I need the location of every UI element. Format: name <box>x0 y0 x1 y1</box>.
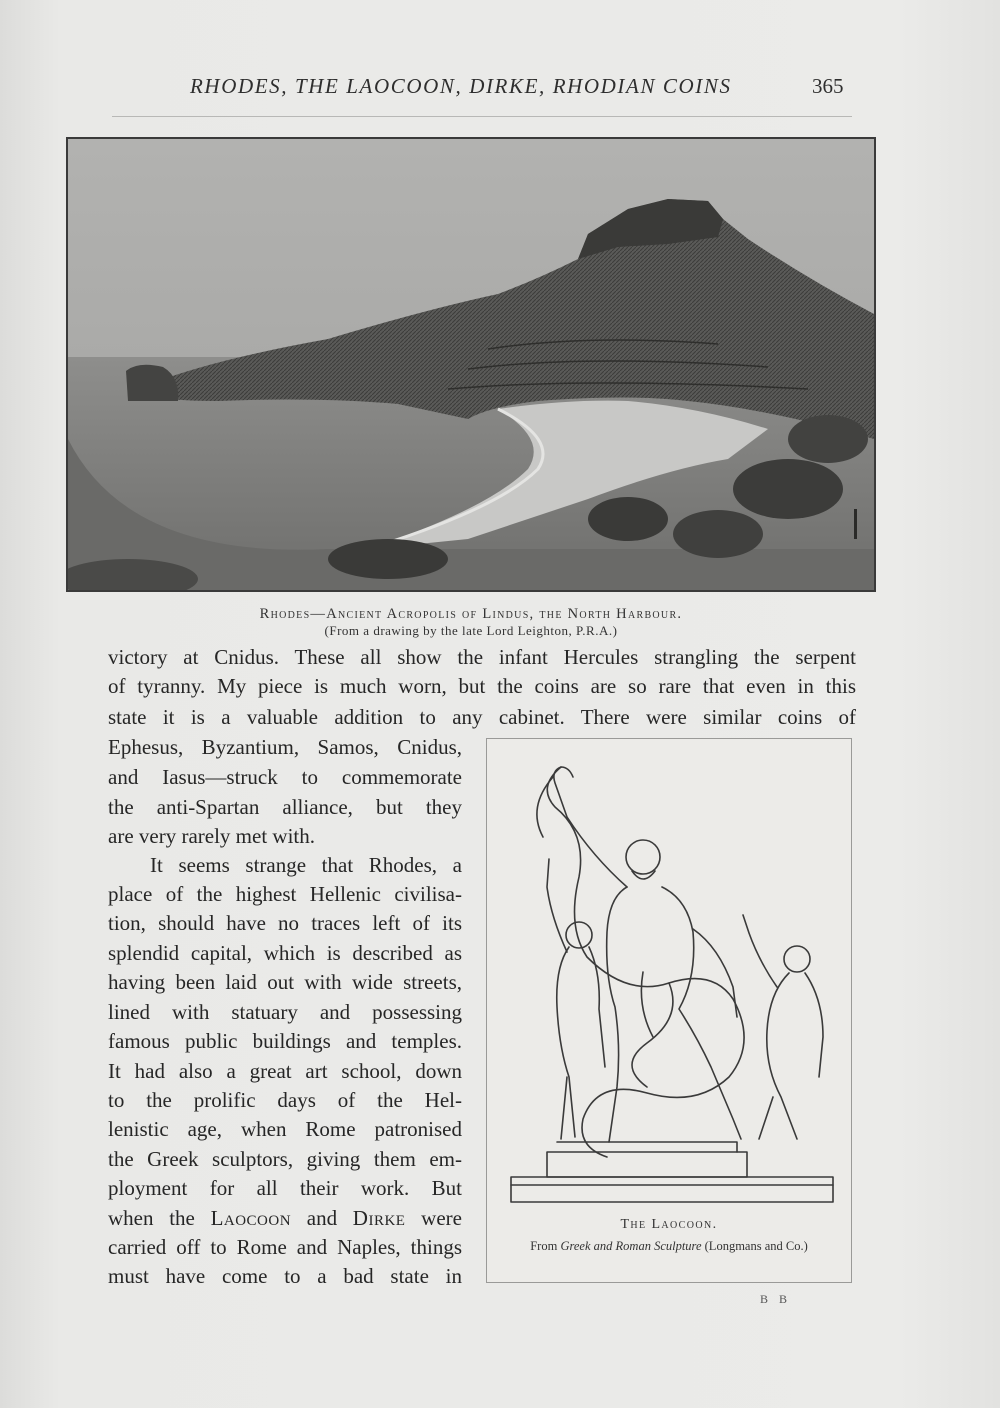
credit-prefix: From <box>530 1239 561 1253</box>
page-number: 365 <box>812 74 844 98</box>
body-line: the anti-Spartan alliance, but they <box>108 795 462 819</box>
laocoon-credit <box>487 1239 851 1254</box>
dirke-smallcaps: Dirke <box>352 1206 406 1230</box>
body-line: of tyranny. My piece is much worn, but the coins are so rare that even in this <box>108 674 856 698</box>
body-line: place of the highest Hellenic civilisa- <box>108 882 462 906</box>
body-line: famous public buildings and temples. <box>108 1029 462 1053</box>
body-line: lenistic age, when Rome patronised <box>108 1117 462 1141</box>
body-line: Ephesus, Byzantium, Samos, Cnidus, <box>108 735 462 759</box>
body-line: and Iasus—struck to commemorate <box>108 765 462 789</box>
running-title: RHODES, THE LAOCOON, DIRKE, RHODIAN COINS <box>190 74 732 98</box>
body-line: to the prolific days of the Hel- <box>108 1088 462 1112</box>
laocoon-illustration <box>486 738 852 1283</box>
body-line: having been laid out with wide streets, <box>108 970 462 994</box>
header-rule <box>112 116 852 117</box>
signature-mark: B B <box>760 1292 792 1306</box>
laocoon-caption: The Laocoon. <box>620 1217 718 1232</box>
body-line: carried off to Rome and Naples, things <box>108 1235 462 1259</box>
lindus-figure-credit: (From a drawing by the late Lord Leighton, P.R.A.) <box>324 623 618 638</box>
body-line: It had also a great art school, down <box>108 1059 462 1083</box>
body-line-laocoon-dirke <box>108 1204 462 1232</box>
lindus-acropolis-illustration <box>66 137 876 592</box>
body-line: ployment for all their work. But <box>108 1176 462 1200</box>
text-run: were <box>405 1206 462 1230</box>
body-line: state it is a valuable addition to any cabinet. There were similar coins of <box>108 705 856 729</box>
body-line: the Greek sculptors, giving them em- <box>108 1147 462 1171</box>
credit-book-title: Greek and Roman Sculpture <box>560 1239 702 1253</box>
credit-publisher: (Longmans and Co.) <box>701 1239 808 1253</box>
laocoon-smallcaps: Laocoon <box>210 1206 292 1230</box>
text-run: when the <box>108 1206 211 1230</box>
text-run: and <box>291 1206 353 1230</box>
body-line: victory at Cnidus. These all show the infant Hercules strangling the serpent <box>108 645 856 669</box>
laocoon-statue-drawing <box>497 747 843 1207</box>
body-line: must have come to a bad state in <box>108 1264 462 1288</box>
lindus-figure-caption: Rhodes—Ancient Acropolis of Lindus, the North Harbour. <box>259 606 683 622</box>
lindus-landscape-drawing <box>68 139 874 590</box>
body-line: tion, should have no traces left of its <box>108 911 462 935</box>
body-line: are very rarely met with. <box>108 824 315 848</box>
body-line: splendid capital, which is described as <box>108 941 462 965</box>
body-line: It seems strange that Rhodes, a <box>150 853 462 877</box>
body-line: lined with statuary and possessing <box>108 1000 462 1024</box>
